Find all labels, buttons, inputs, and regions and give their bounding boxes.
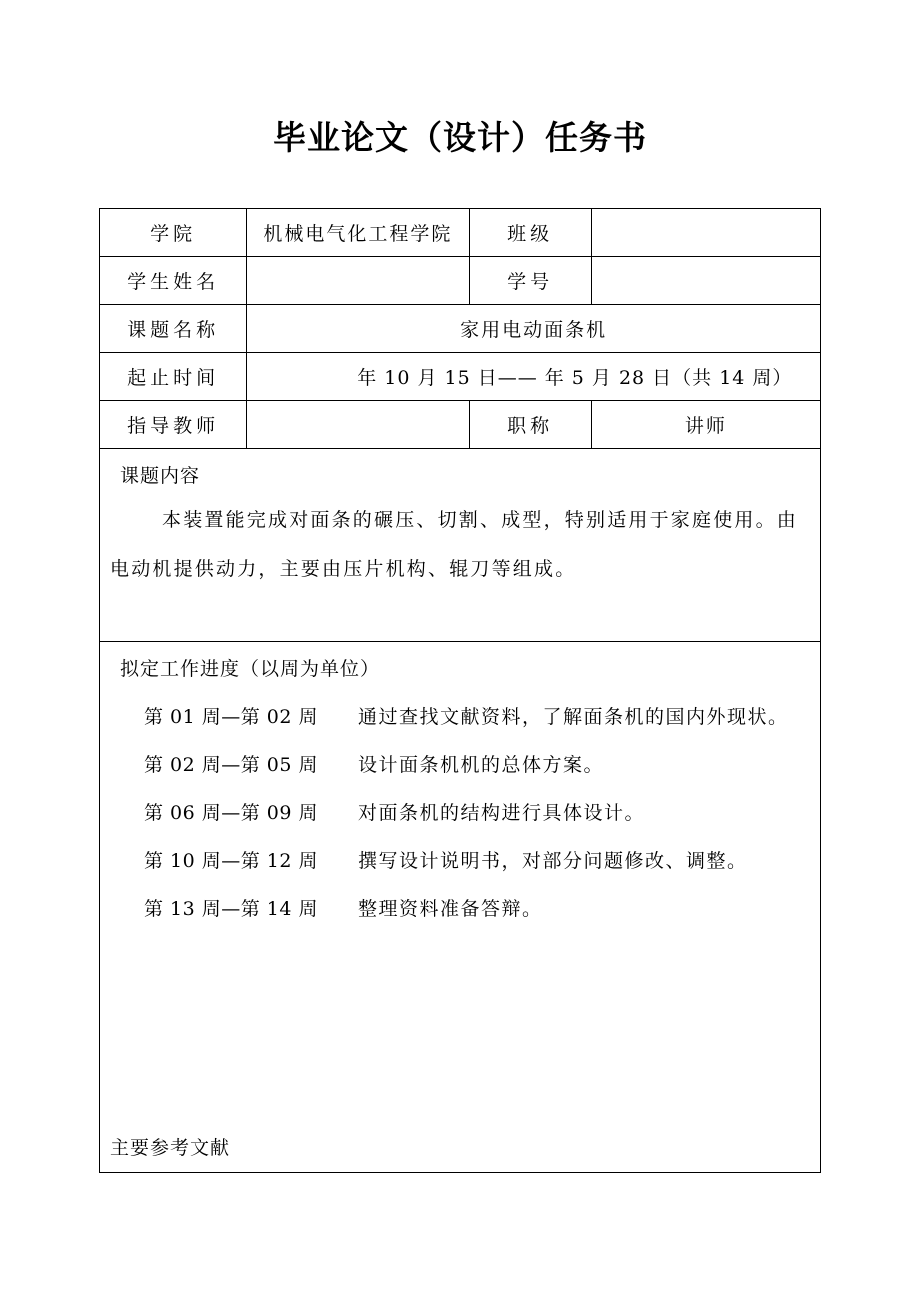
topic-value: 家用电动面条机 bbox=[247, 305, 821, 353]
period-text: 年 10 月 15 日—— 年 5 月 28 日（共 14 周） bbox=[357, 367, 793, 389]
college-value: 机械电气化工程学院 bbox=[247, 209, 469, 257]
schedule-task: 设计面条机机的总体方案。 bbox=[358, 754, 605, 776]
row-content bbox=[100, 449, 821, 642]
schedule-list bbox=[100, 681, 820, 933]
content-text: 本装置能完成对面条的碾压、切割、成型，特别适用于家庭使用。由电动机提供动力，主要由压片机构、辊刀等组成。 bbox=[110, 509, 799, 580]
schedule-item bbox=[144, 837, 820, 885]
schedule-heading: 拟定工作进度（以周为单位） bbox=[120, 658, 381, 680]
schedule-task: 整理资料准备答辩。 bbox=[358, 898, 543, 920]
rank-label: 职称 bbox=[469, 401, 591, 449]
student-name-label: 学生姓名 bbox=[100, 257, 247, 305]
row-college bbox=[100, 209, 821, 257]
row-schedule bbox=[100, 642, 821, 1173]
schedule-item bbox=[144, 885, 820, 933]
schedule-item bbox=[144, 693, 820, 741]
class-label: 班级 bbox=[469, 209, 591, 257]
task-form-table bbox=[99, 208, 821, 1173]
student-name-value bbox=[247, 257, 469, 305]
content-section bbox=[100, 449, 821, 642]
schedule-item bbox=[144, 789, 820, 837]
student-id-label: 学号 bbox=[469, 257, 591, 305]
row-student bbox=[100, 257, 821, 305]
content-heading: 课题内容 bbox=[120, 465, 201, 487]
schedule-section bbox=[100, 642, 821, 1173]
schedule-task: 撰写设计说明书，对部分问题修改、调整。 bbox=[358, 850, 748, 872]
student-id-value bbox=[591, 257, 820, 305]
document-title: 毕业论文（设计）任务书 bbox=[273, 118, 647, 157]
schedule-weeks: 第 01 周—第 02 周 bbox=[144, 706, 319, 728]
class-value bbox=[591, 209, 820, 257]
schedule-weeks: 第 10 周—第 12 周 bbox=[144, 850, 319, 872]
schedule-task: 对面条机的结构进行具体设计。 bbox=[358, 802, 646, 824]
college-label: 学院 bbox=[100, 209, 247, 257]
schedule-weeks: 第 06 周—第 09 周 bbox=[144, 802, 319, 824]
advisor-label: 指导教师 bbox=[100, 401, 247, 449]
row-advisor bbox=[100, 401, 821, 449]
schedule-task: 通过查找文献资料，了解面条机的国内外现状。 bbox=[358, 706, 789, 728]
row-period bbox=[100, 353, 821, 401]
references-heading: 主要参考文献 bbox=[110, 1137, 231, 1159]
schedule-weeks: 第 02 周—第 05 周 bbox=[144, 754, 319, 776]
schedule-weeks: 第 13 周—第 14 周 bbox=[144, 898, 319, 920]
row-topic bbox=[100, 305, 821, 353]
topic-label: 课题名称 bbox=[100, 305, 247, 353]
rank-value: 讲师 bbox=[591, 401, 820, 449]
period-label: 起止时间 bbox=[100, 353, 247, 401]
schedule-item bbox=[144, 741, 820, 789]
advisor-value bbox=[247, 401, 469, 449]
period-value bbox=[247, 353, 821, 401]
